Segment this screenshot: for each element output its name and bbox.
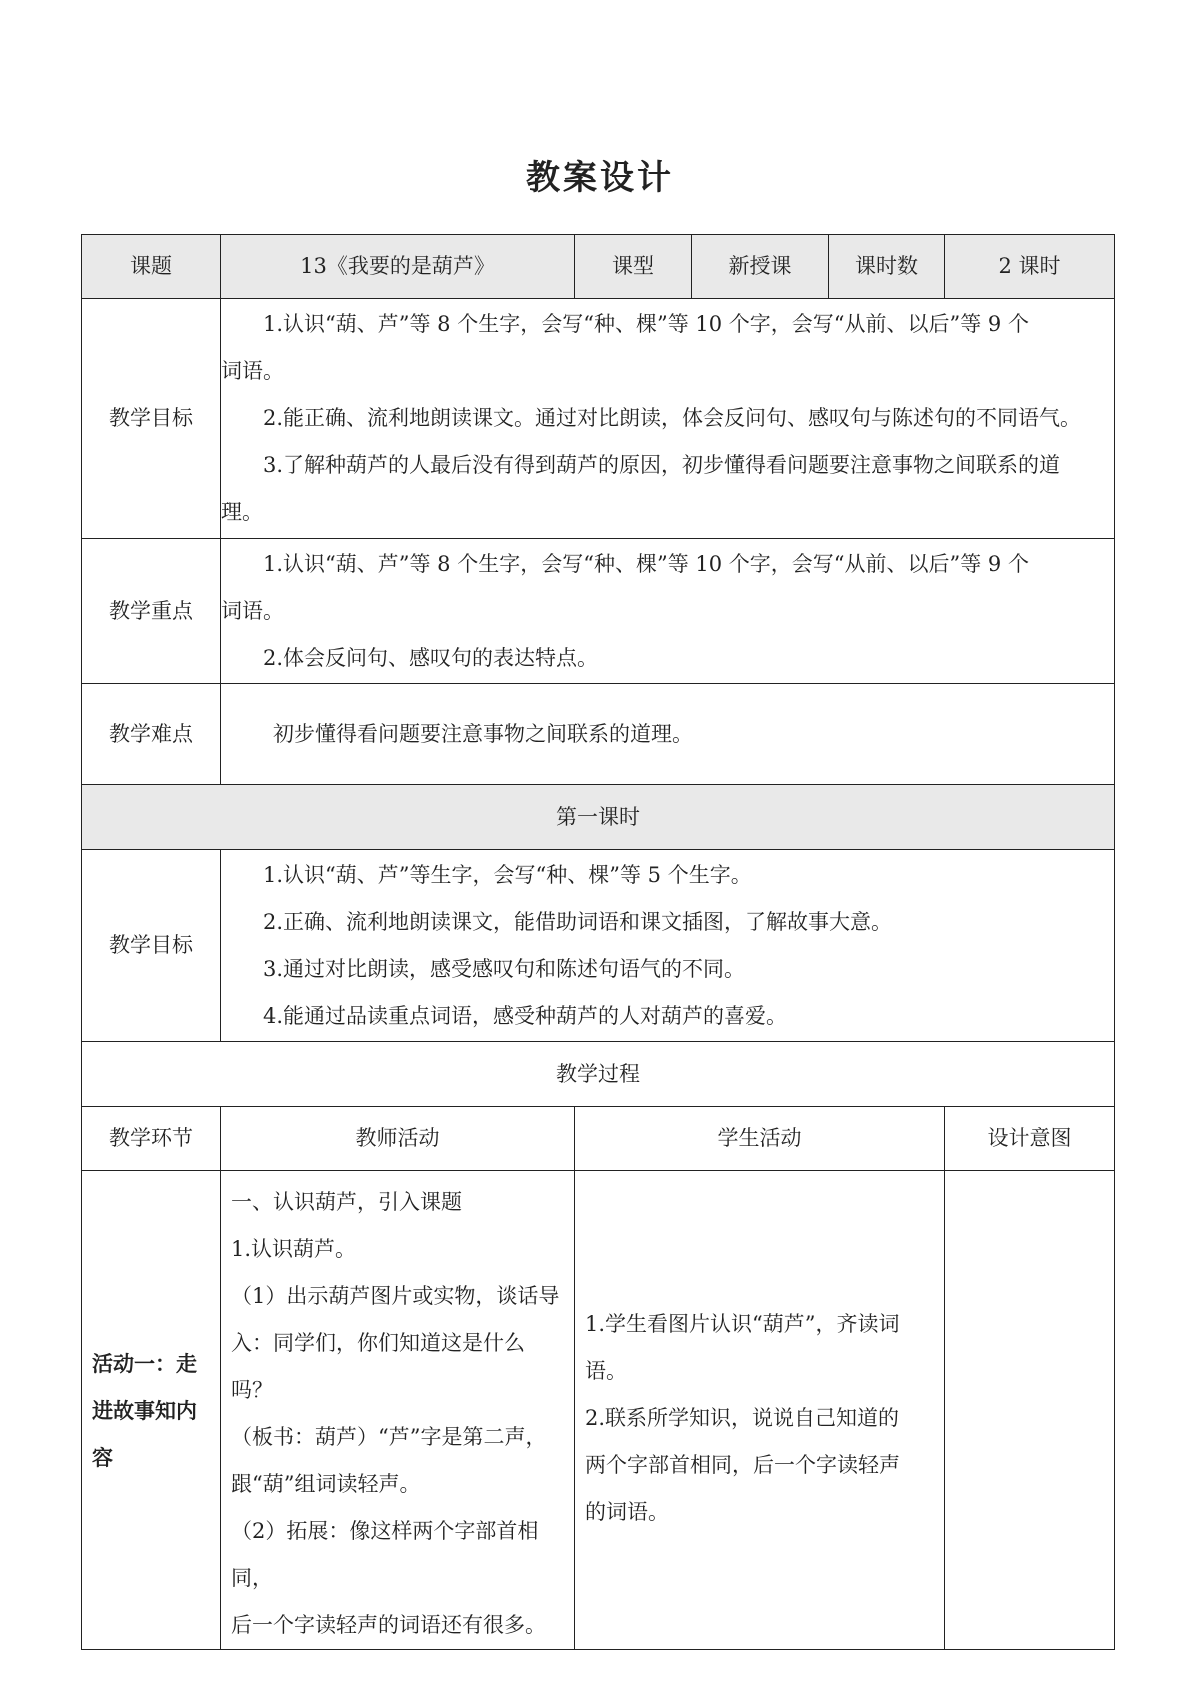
stage-line: 活动一：走 xyxy=(92,1350,197,1376)
activity1-student xyxy=(575,1171,945,1650)
type-value: 新授课 xyxy=(692,235,829,299)
key-point-line: 2.体会反问句、感叹句的表达特点。 xyxy=(263,645,599,670)
topic-value: 13《我要的是葫芦》 xyxy=(221,235,575,299)
objective-line: 3.了解种葫芦的人最后没有得到葫芦的原因，初步懂得看问题要注意事物之间联系的道 xyxy=(263,453,1061,477)
key-point-line: 1.认识“葫、芦”等 8 个生字，会写“种、棵”等 10 个字，会写“从前、以后”等 9 个 xyxy=(263,551,1029,576)
key-points-text xyxy=(221,539,1115,684)
difficulties-row xyxy=(82,684,1115,785)
header-row xyxy=(82,235,1115,299)
key-points-label: 教学重点 xyxy=(82,539,221,684)
hours-value: 2 课时 xyxy=(945,235,1115,299)
topic-label: 课题 xyxy=(82,235,221,299)
teacher-line: （2）拓展：像这样两个字部首相同， xyxy=(231,1519,539,1590)
column-stage: 教学环节 xyxy=(82,1107,221,1171)
difficulties-label: 教学难点 xyxy=(82,684,221,785)
objective-line: 2.能正确、流利地朗读课文。通过对比朗读，体会反问句、感叹句与陈述句的不同语气。 xyxy=(263,406,1082,430)
activity1-intent xyxy=(945,1171,1115,1650)
lesson1-objectives-label: 教学目标 xyxy=(82,850,221,1042)
lesson1-objective-line: 4.能通过品读重点词语，感受种葫芦的人对葫芦的喜爱。 xyxy=(263,1003,788,1028)
lesson1-heading-row xyxy=(82,785,1115,850)
activity1-row xyxy=(82,1171,1115,1650)
lesson1-objectives-row xyxy=(82,850,1115,1042)
difficulties-text xyxy=(221,684,1115,785)
process-heading: 教学过程 xyxy=(82,1042,1115,1107)
teacher-line: （1）出示葫芦图片或实物，谈话导 xyxy=(231,1284,560,1308)
lesson1-objective-line: 1.认识“葫、芦”等生字，会写“种、棵”等 5 个生字。 xyxy=(263,862,752,887)
objective-line: 理。 xyxy=(221,500,263,524)
lesson-plan-table xyxy=(81,234,1115,1650)
key-point-line: 词语。 xyxy=(221,598,284,623)
key-points-row xyxy=(82,539,1115,684)
lesson1-objectives-text xyxy=(221,850,1115,1042)
lesson1-heading: 第一课时 xyxy=(82,785,1115,850)
column-teacher: 教师活动 xyxy=(221,1107,575,1171)
objective-line: 词语。 xyxy=(221,359,284,383)
activity1-stage xyxy=(82,1171,221,1650)
teacher-line: （板书：葫芦）“芦”字是第二声， xyxy=(231,1425,547,1449)
student-line: 2.联系所学知识，说说自己知道的 xyxy=(585,1406,900,1430)
objectives-text xyxy=(221,299,1115,539)
teacher-line: 后一个字读轻声的词语还有很多。 xyxy=(231,1613,546,1637)
activity1-teacher xyxy=(221,1171,575,1650)
objective-line: 1.认识“葫、芦”等 8 个生字，会写“种、棵”等 10 个字，会写“从前、以后”等 9 个 xyxy=(263,312,1029,336)
objectives-row xyxy=(82,299,1115,539)
process-heading-row xyxy=(82,1042,1115,1107)
teacher-line: 跟“葫”组词读轻声。 xyxy=(231,1472,421,1496)
column-student: 学生活动 xyxy=(575,1107,945,1171)
student-line: 的词语。 xyxy=(585,1500,669,1524)
teacher-line: 一、认识葫芦，引入课题 xyxy=(231,1190,462,1214)
student-line: 语。 xyxy=(585,1359,627,1383)
student-line: 两个字部首相同，后一个字读轻声 xyxy=(585,1453,900,1477)
objectives-label: 教学目标 xyxy=(82,299,221,539)
type-label: 课型 xyxy=(575,235,692,299)
hours-label: 课时数 xyxy=(829,235,945,299)
stage-line: 进故事知内 xyxy=(92,1397,197,1423)
stage-line: 容 xyxy=(92,1444,113,1470)
teacher-line: 入：同学们，你们知道这是什么吗？ xyxy=(231,1331,525,1402)
lesson1-objective-line: 2.正确、流利地朗读课文，能借助词语和课文插图，了解故事大意。 xyxy=(263,909,893,934)
difficulty-line: 初步懂得看问题要注意事物之间联系的道理。 xyxy=(273,721,693,746)
lesson1-objective-line: 3.通过对比朗读，感受感叹句和陈述句语气的不同。 xyxy=(263,956,746,981)
page-title: 教案设计 xyxy=(526,158,674,198)
student-line: 1.学生看图片认识“葫芦”，齐读词 xyxy=(585,1312,900,1336)
teacher-line: 1.认识葫芦。 xyxy=(231,1237,357,1261)
column-intent: 设计意图 xyxy=(945,1107,1115,1171)
process-columns-row xyxy=(82,1107,1115,1171)
